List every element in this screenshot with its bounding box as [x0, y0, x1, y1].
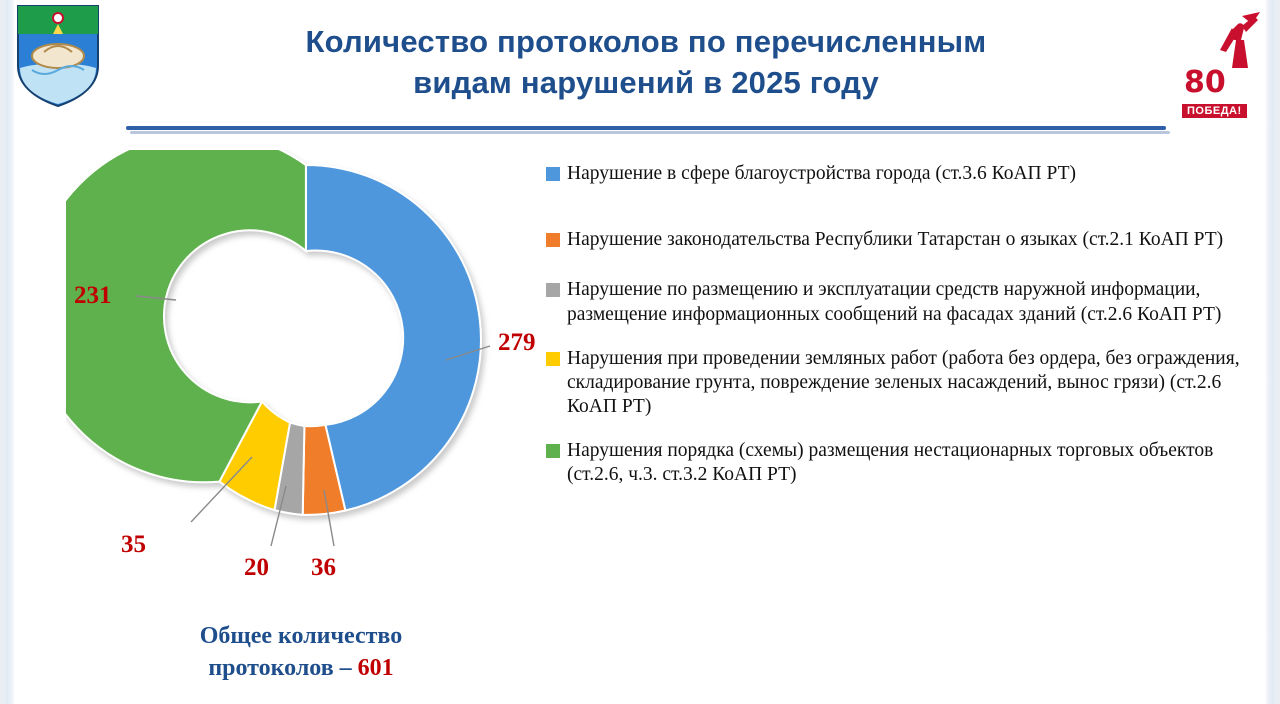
victory-80-badge [1178, 10, 1270, 120]
legend-label: Нарушение законодательства Республики Татарстан о языках (ст.2.1 КоАП РТ) [567, 229, 1224, 251]
page-title-line2: видам нарушений в 2025 году [413, 64, 879, 100]
total-protocols [66, 620, 536, 685]
legend-swatch-grey [546, 283, 560, 297]
legend-item-yazyki[interactable] [546, 228, 1272, 252]
title-rule [126, 126, 1166, 130]
total-value: 601 [357, 655, 394, 682]
page-title-line1: Количество протоколов по перечисленным [305, 24, 987, 59]
legend-item-zemlyanye-raboty[interactable] [546, 347, 1272, 420]
legend-swatch-green [546, 444, 560, 458]
legend-label: Нарушения порядка (схемы) размещения нестационарных торговых объектов (ст.2.6, ч.3. ст.3.2 КоАП РТ) [567, 440, 1214, 486]
legend-swatch-yellow [546, 352, 560, 366]
legend-label: Нарушение по размещению и эксплуатации средств наружной информации, размещение информационных сообщений на фасадах зданий (ст.2.6 КоАП РТ) [567, 279, 1222, 325]
donut-chart [66, 150, 536, 580]
badge-text: ПОБЕДА! [1182, 104, 1247, 118]
legend-label: Нарушения при проведении земляных работ (работа без ордера, без ограждения, складирование грунта, повреждение зеленых насаждений, вынос грязи) (ст.2.6 КоАП РТ) [567, 347, 1240, 418]
chart-legend [546, 162, 1272, 488]
total-label-line2: протоколов – [208, 655, 358, 682]
page-title [126, 22, 1166, 104]
badge-number: 80 [1184, 65, 1226, 100]
data-label-green: 231 [74, 282, 112, 309]
legend-swatch-blue [546, 167, 560, 181]
legend-item-blagoustroystvo[interactable] [546, 162, 1272, 186]
coat-of-arms-icon [14, 4, 102, 108]
donut-chart-svg [66, 150, 536, 580]
total-label-line1: Общее количество [199, 623, 403, 649]
slide-header [6, 0, 1280, 140]
data-label-blue: 279 [498, 329, 536, 356]
legend-item-nestacionarnye-obekty[interactable] [546, 439, 1272, 487]
donut-slices [66, 150, 481, 515]
data-label-yellow: 35 [121, 530, 146, 558]
title-rule-shadow [130, 131, 1170, 134]
legend-item-naruzhnaya-informaciya[interactable] [546, 278, 1272, 326]
legend-label: Нарушение в сфере благоустройства города (ст.3.6 КоАП РТ) [567, 163, 1076, 184]
data-label-orange: 36 [311, 554, 336, 581]
data-label-grey: 20 [244, 554, 269, 581]
legend-swatch-orange [546, 233, 560, 247]
